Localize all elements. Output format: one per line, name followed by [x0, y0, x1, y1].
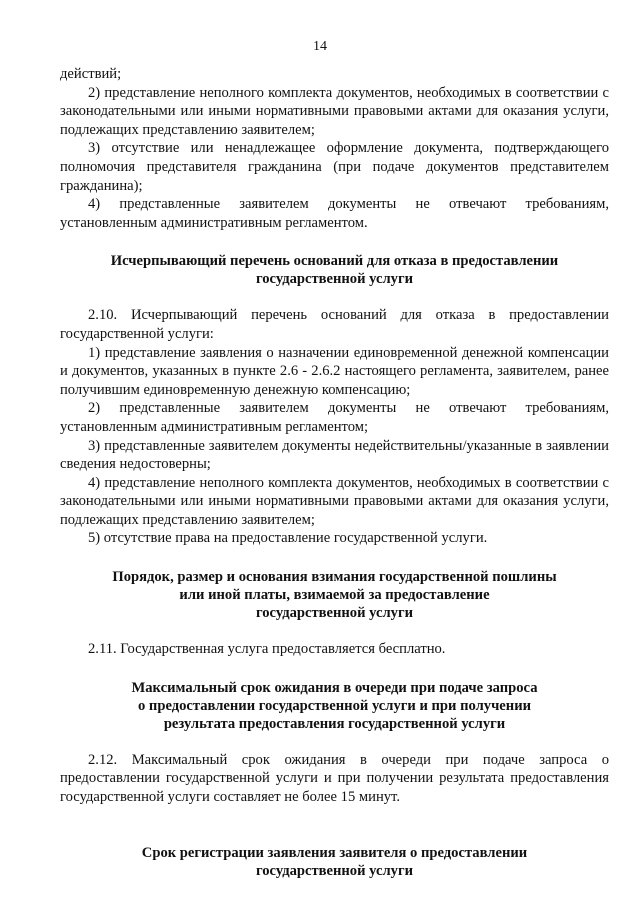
paragraph: 5) отсутствие права на предоставление государственной услуги. [88, 530, 488, 547]
paragraph: 2) представленные заявителем документы не отвечают требованиям, установленным административным регламентом; [60, 400, 609, 435]
spacer [60, 826, 609, 844]
spacer [60, 622, 609, 640]
spacer [60, 288, 609, 306]
paragraph: 4) представление неполного комплекта документов, необходимых в соответствии с законодательными или иными нормативными правовыми актами для оказания услуги, подлежащих представлению заявителем; [60, 474, 609, 528]
paragraph: 2.12. Максимальный срок ожидания в очереди при подаче запроса о предоставлении государственной услуги и при получении результата предоставления государственной услуги составляет не более 15 минут. [60, 751, 609, 805]
section-heading [60, 679, 609, 733]
paragraph: 3) отсутствие или ненадлежащее оформление документа, подтверждающего полномочия представителя гражданина (при подаче документов представителем гражданина); [60, 140, 609, 194]
paragraph: 2.10. Исчерпывающий перечень оснований для отказа в предоставлении государственной услуги: [60, 307, 609, 342]
section-heading-line: государственной услуги [255, 863, 414, 880]
paragraph: 2.11. Государственная услуга предоставляется бесплатно. [88, 641, 446, 658]
section-heading-line: государственной услуги [255, 271, 414, 288]
paragraph: действий; [60, 66, 122, 82]
paragraph: 4) представленные заявителем документы не отвечают требованиям, установленным административным регламентом. [60, 196, 609, 231]
section-heading-line: результата предоставления государственной услуги [163, 715, 506, 732]
paragraph: 3) представленные заявителем документы недействительны/указанные в заявлении сведения недостоверны; [60, 437, 609, 473]
section-heading-line: Порядок, размер и основания взимания государственной пошлины [112, 569, 557, 586]
spacer [60, 232, 609, 252]
document-body [60, 65, 609, 880]
section-heading-line: Срок регистрации заявления заявителя о предоставлении [141, 845, 528, 862]
section-heading [60, 568, 609, 622]
section-heading-line: государственной услуги [255, 605, 414, 622]
section-heading [60, 844, 609, 880]
spacer [60, 733, 609, 751]
spacer [60, 659, 609, 679]
paragraph: 1) представление заявления о назначении единовременной денежной компенсации и документов, указанных в пункте 2.6 - 2.6.2 настоящего регламента, заявителем, ранее получившим единовременную денежную компенсацию; [60, 344, 609, 398]
section-heading [60, 252, 609, 288]
section-heading-line: или иной платы, взимаемой за предоставление [179, 587, 490, 604]
page-number: 14 [313, 39, 327, 54]
paragraph: 2) представление неполного комплекта документов, необходимых в соответствии с законодательными или иными нормативными правовыми актами для оказания услуги, подлежащих представлению заявителем; [60, 84, 609, 138]
spacer [60, 548, 609, 568]
spacer [60, 806, 609, 826]
section-heading-line: Исчерпывающий перечень оснований для отказа в предоставлении [110, 253, 559, 270]
section-heading-line: о предоставлении государственной услуги и при получении [137, 697, 532, 714]
section-heading-line: Максимальный срок ожидания в очереди при подаче запроса [131, 679, 538, 696]
